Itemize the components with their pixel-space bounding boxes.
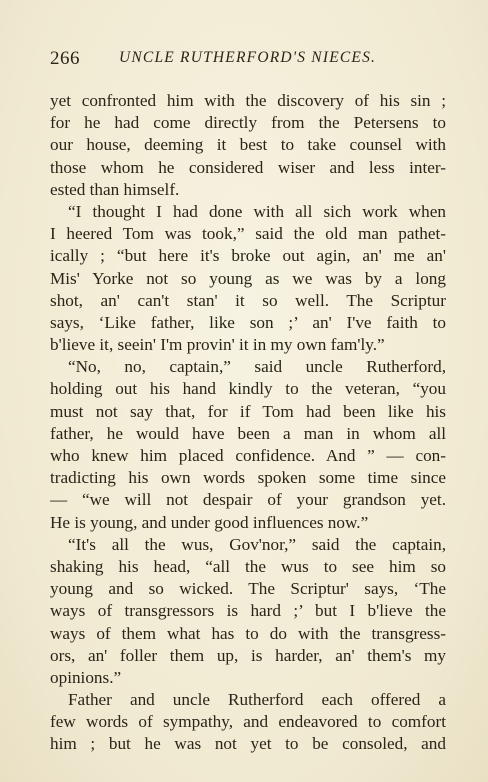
text-line: ically ; “but here it's broke out agin, an' me an'	[50, 246, 446, 266]
text-line: b'lieve it, seein' I'm provin' it in my own fam'ly.”	[50, 335, 385, 355]
text-line: father, he would have been a man in whom all	[50, 423, 446, 443]
text-line: few words of sympathy, and endeavored to comfort	[50, 712, 446, 732]
text-line: opinions.”	[50, 667, 122, 687]
text-line: ways of transgressors is hard ;’ but I b'lieve the	[50, 601, 446, 621]
text-line: holding out his hand kindly to the veteran, “you	[50, 379, 446, 399]
text-line: Mis' Yorke not so young as we was by a long	[50, 268, 446, 288]
text-line: tradicting his own words spoken some time since	[50, 468, 446, 488]
text-line: I heered Tom was took,” said the old man pathet-	[50, 224, 446, 244]
text-line: shot, an' can't stan' it so well. The Scriptur	[50, 290, 446, 310]
text-line: our house, deeming it best to take counsel with	[50, 135, 446, 155]
text-line: “No, no, captain,” said uncle Rutherford,	[68, 357, 446, 377]
text-line: Father and uncle Rutherford each offered a	[68, 690, 446, 710]
page-header	[50, 48, 448, 72]
text-line: ways of them what has to do with the transgress-	[50, 623, 446, 643]
page-number: 266	[50, 48, 80, 69]
text-line: him ; but he was not yet to be consoled, and	[50, 734, 446, 754]
text-line: for he had come directly from the Petersens to	[50, 113, 446, 133]
text-line: yet confronted him with the discovery of his sin ;	[50, 91, 446, 110]
running-title: UNCLE RUTHERFORD'S NIECES.	[119, 49, 377, 66]
text-line: “It's all the wus, Gov'nor,” said the captain,	[68, 534, 446, 554]
body-text	[50, 90, 446, 756]
text-line: young and so wicked. The Scriptur' says, ‘The	[50, 579, 446, 599]
text-line: — “we will not despair of your grandson yet.	[50, 490, 446, 510]
text-line: He is young, and under good influences now.”	[50, 512, 369, 532]
text-line: “I thought I had done with all sich work when	[68, 201, 446, 221]
text-line: says, ‘Like father, like son ;’ an' I've faith to	[50, 312, 446, 332]
text-line: who knew him placed confidence. And ” — con-	[50, 446, 446, 465]
text-line: ested than himself.	[50, 179, 180, 199]
text-line: those whom he considered wiser and less inter-	[50, 157, 446, 177]
text-line: shaking his head, “all the wus to see him so	[50, 556, 446, 576]
text-line: must not say that, for if Tom had been like his	[50, 401, 446, 421]
text-line: ors, an' foller them up, is harder, an' them's my	[50, 645, 446, 665]
